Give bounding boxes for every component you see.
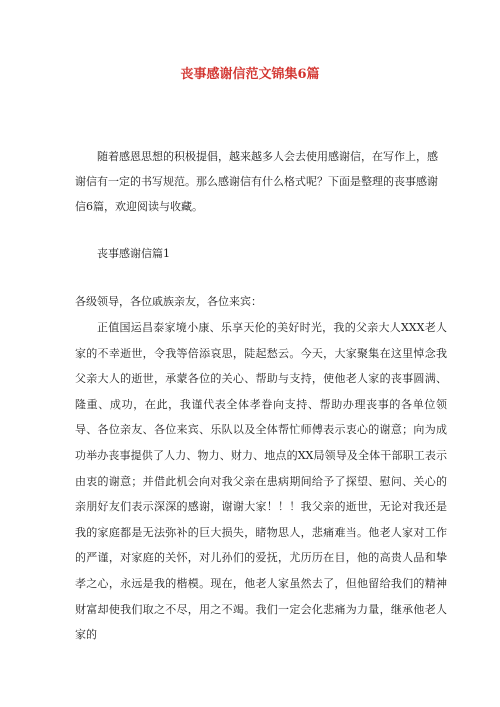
document-title: 丧事感谢信范文锦集6篇: [180, 67, 320, 82]
letter-salutation: 各级领导，各位戚族亲友，各位来宾：: [75, 295, 262, 308]
letter-body-paragraph: 正值国运昌泰家境小康、乐享天伦的美好时光，我的父亲大人XXX老人家的不幸逝世，令我等倍添哀思，陡起愁云。今天，大家聚集在这里悼念我父亲大人的逝世，承蒙各位的关心、帮助与支持，使他老人家的丧事圆满、隆重、成功，在此，我谨代表全体孝眷向支持、帮助办理丧事的各单位领导、各位亲友、各位来宾、乐队以及全体帮忙师傅表示衷心的谢意；向为成功举办丧事提供了人力、物力、财力、地点的XX局领导及全体干部职工表示由衷的谢意；并借此机会向对我父亲在患病期间给予了探望、慰问、关心的亲朋好友们表示深深的感谢，谢谢大家！！！我父亲的逝世，无论对我还是我的家庭都是无法弥补的巨大损失，睹物思人，悲痛难当。他老人家对工作的严谨，对家庭的关怀，对儿孙们的爱抚，尤历历在目，他的高贵人品和挚孝之心，永远是我的楷模。现在，他老人家虽然去了，但他留给我们的精神财富却使我们取之不尽，用之不竭。我们一定会化悲痛为力量，继承他老人家的: [75, 321, 447, 642]
intro-paragraph: 随着感恩思想的积极提倡，越来越多人会去使用感谢信，在写作上，感谢信有一定的书写规范。那么感谢信有什么格式呢？下面是整理的丧事感谢信6篇，欢迎阅读与收藏。: [75, 150, 438, 213]
section-heading: 丧事感谢信篇1: [97, 247, 170, 260]
